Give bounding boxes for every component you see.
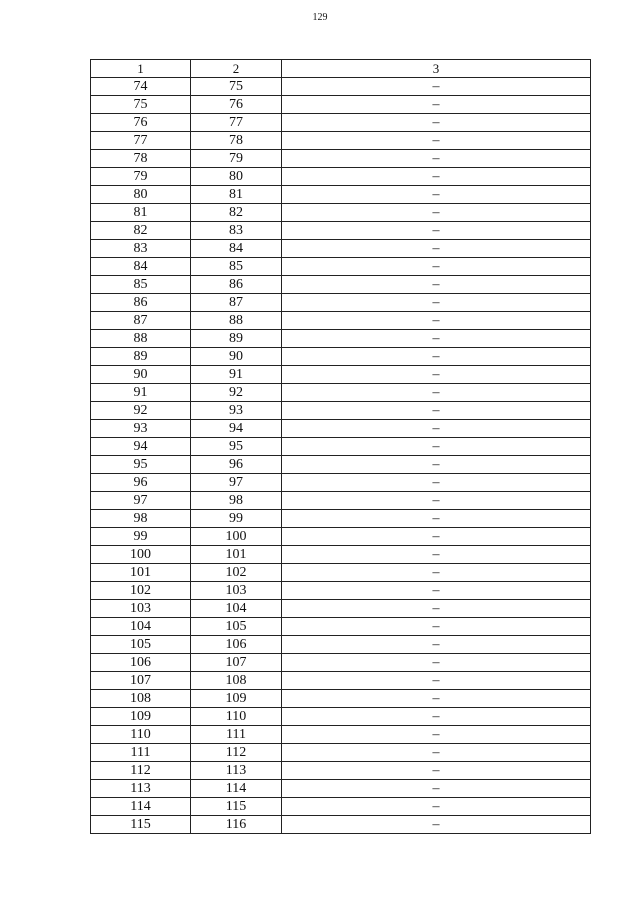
table-cell-col-2: 109 <box>191 690 282 708</box>
table-row <box>91 294 591 312</box>
table-row <box>91 726 591 744</box>
table-row <box>91 780 591 798</box>
table-cell-col-3: – <box>282 636 591 654</box>
table-cell-col-3: – <box>282 618 591 636</box>
table-cell-col-3: – <box>282 546 591 564</box>
table-cell-col-2: 113 <box>191 762 282 780</box>
table-row <box>91 420 591 438</box>
table-cell-col-3: – <box>282 816 591 834</box>
table-cell-col-1: 77 <box>91 132 191 150</box>
table-row <box>91 78 591 96</box>
table-row <box>91 150 591 168</box>
table-cell-col-2: 84 <box>191 240 282 258</box>
table-cell-col-1: 109 <box>91 708 191 726</box>
table-cell-col-1: 87 <box>91 312 191 330</box>
table-row <box>91 258 591 276</box>
table-cell-col-2: 81 <box>191 186 282 204</box>
table-cell-col-3: – <box>282 186 591 204</box>
table-cell-col-3: – <box>282 420 591 438</box>
table-cell-col-1: 103 <box>91 600 191 618</box>
table-cell-col-1: 92 <box>91 402 191 420</box>
table-cell-col-3: – <box>282 690 591 708</box>
table-cell-col-1: 94 <box>91 438 191 456</box>
table-cell-col-2: 99 <box>191 510 282 528</box>
table-cell-col-3: – <box>282 672 591 690</box>
table-row <box>91 402 591 420</box>
table-cell-col-3: – <box>282 564 591 582</box>
table-cell-col-3: – <box>282 726 591 744</box>
table-cell-col-3: – <box>282 366 591 384</box>
table-row <box>91 330 591 348</box>
table-cell-col-2: 92 <box>191 384 282 402</box>
table-row <box>91 708 591 726</box>
table-row <box>91 132 591 150</box>
table-cell-col-2: 78 <box>191 132 282 150</box>
table-cell-col-1: 76 <box>91 114 191 132</box>
table-cell-col-1: 82 <box>91 222 191 240</box>
table-cell-col-2: 86 <box>191 276 282 294</box>
table-row <box>91 438 591 456</box>
table-cell-col-3: – <box>282 510 591 528</box>
table-cell-col-3: – <box>282 708 591 726</box>
table-cell-col-1: 79 <box>91 168 191 186</box>
table-cell-col-1: 80 <box>91 186 191 204</box>
table-cell-col-2: 102 <box>191 564 282 582</box>
table-cell-col-3: – <box>282 798 591 816</box>
table-cell-col-2: 89 <box>191 330 282 348</box>
table-body <box>91 78 591 834</box>
table-row <box>91 510 591 528</box>
table-cell-col-2: 82 <box>191 204 282 222</box>
table-cell-col-3: – <box>282 492 591 510</box>
table-row <box>91 600 591 618</box>
data-table <box>90 59 591 834</box>
table-row <box>91 312 591 330</box>
table-row <box>91 186 591 204</box>
table-cell-col-2: 88 <box>191 312 282 330</box>
table-cell-col-2: 83 <box>191 222 282 240</box>
table-cell-col-3: – <box>282 312 591 330</box>
table-cell-col-1: 110 <box>91 726 191 744</box>
table-cell-col-3: – <box>282 132 591 150</box>
table-cell-col-3: – <box>282 150 591 168</box>
table-cell-col-3: – <box>282 114 591 132</box>
page-number: 129 <box>312 12 328 23</box>
table-cell-col-3: – <box>282 744 591 762</box>
table-cell-col-1: 75 <box>91 96 191 114</box>
table-cell-col-2: 77 <box>191 114 282 132</box>
table-cell-col-1: 105 <box>91 636 191 654</box>
table-cell-col-2: 103 <box>191 582 282 600</box>
table-cell-col-2: 106 <box>191 636 282 654</box>
table-cell-col-2: 115 <box>191 798 282 816</box>
table-cell-col-2: 108 <box>191 672 282 690</box>
table-cell-col-2: 116 <box>191 816 282 834</box>
table-cell-col-1: 115 <box>91 816 191 834</box>
table-row <box>91 384 591 402</box>
table-row <box>91 816 591 834</box>
header-row <box>91 60 591 78</box>
table-header <box>91 60 591 78</box>
table-cell-col-3: – <box>282 78 591 96</box>
table-cell-col-1: 113 <box>91 780 191 798</box>
table-row <box>91 240 591 258</box>
table-cell-col-2: 110 <box>191 708 282 726</box>
table-cell-col-2: 76 <box>191 96 282 114</box>
table-cell-col-1: 96 <box>91 474 191 492</box>
table-row <box>91 690 591 708</box>
table-cell-col-3: – <box>282 582 591 600</box>
table-row <box>91 456 591 474</box>
table-cell-col-1: 83 <box>91 240 191 258</box>
table-cell-col-2: 96 <box>191 456 282 474</box>
table-cell-col-3: – <box>282 294 591 312</box>
table-cell-col-1: 74 <box>91 78 191 96</box>
table-cell-col-1: 91 <box>91 384 191 402</box>
table-cell-col-3: – <box>282 456 591 474</box>
table-cell-col-1: 108 <box>91 690 191 708</box>
table-cell-col-1: 114 <box>91 798 191 816</box>
table-row <box>91 204 591 222</box>
table-cell-col-2: 90 <box>191 348 282 366</box>
table-cell-col-3: – <box>282 384 591 402</box>
table-row <box>91 582 591 600</box>
table-cell-col-1: 95 <box>91 456 191 474</box>
table-cell-col-2: 97 <box>191 474 282 492</box>
table-row <box>91 366 591 384</box>
table-cell-col-3: – <box>282 438 591 456</box>
table-cell-col-1: 111 <box>91 744 191 762</box>
table-row <box>91 618 591 636</box>
table-cell-col-1: 101 <box>91 564 191 582</box>
table-cell-col-3: – <box>282 402 591 420</box>
table-row <box>91 114 591 132</box>
table-cell-col-2: 100 <box>191 528 282 546</box>
table-cell-col-2: 105 <box>191 618 282 636</box>
table-cell-col-2: 75 <box>191 78 282 96</box>
table-cell-col-2: 94 <box>191 420 282 438</box>
column-header-3: 3 <box>282 60 591 78</box>
table-cell-col-1: 86 <box>91 294 191 312</box>
table-cell-col-1: 98 <box>91 510 191 528</box>
table-cell-col-1: 93 <box>91 420 191 438</box>
table-row <box>91 546 591 564</box>
table-cell-col-3: – <box>282 204 591 222</box>
table-row <box>91 474 591 492</box>
table-cell-col-1: 89 <box>91 348 191 366</box>
column-header-1: 1 <box>91 60 191 78</box>
table-cell-col-2: 104 <box>191 600 282 618</box>
table-cell-col-1: 84 <box>91 258 191 276</box>
table-cell-col-2: 85 <box>191 258 282 276</box>
table-cell-col-1: 85 <box>91 276 191 294</box>
table-row <box>91 744 591 762</box>
table-cell-col-3: – <box>282 600 591 618</box>
table-cell-col-1: 107 <box>91 672 191 690</box>
table-row <box>91 636 591 654</box>
table-cell-col-2: 111 <box>191 726 282 744</box>
table-cell-col-2: 101 <box>191 546 282 564</box>
table-cell-col-1: 102 <box>91 582 191 600</box>
table-row <box>91 762 591 780</box>
table-cell-col-3: – <box>282 258 591 276</box>
table-cell-col-1: 112 <box>91 762 191 780</box>
table-row <box>91 798 591 816</box>
table-cell-col-1: 106 <box>91 654 191 672</box>
column-header-2: 2 <box>191 60 282 78</box>
table-cell-col-3: – <box>282 168 591 186</box>
table-cell-col-2: 98 <box>191 492 282 510</box>
table-row <box>91 564 591 582</box>
table-cell-col-3: – <box>282 330 591 348</box>
table-cell-col-2: 87 <box>191 294 282 312</box>
table-cell-col-2: 107 <box>191 654 282 672</box>
table-cell-col-1: 100 <box>91 546 191 564</box>
table-row <box>91 672 591 690</box>
table-cell-col-1: 81 <box>91 204 191 222</box>
table-cell-col-3: – <box>282 222 591 240</box>
table-cell-col-3: – <box>282 780 591 798</box>
table-cell-col-2: 112 <box>191 744 282 762</box>
table-cell-col-2: 79 <box>191 150 282 168</box>
table-cell-col-2: 95 <box>191 438 282 456</box>
table-cell-col-2: 80 <box>191 168 282 186</box>
table-cell-col-3: – <box>282 240 591 258</box>
table-cell-col-1: 78 <box>91 150 191 168</box>
table-row <box>91 348 591 366</box>
table-cell-col-1: 88 <box>91 330 191 348</box>
table-cell-col-3: – <box>282 762 591 780</box>
table-cell-col-2: 114 <box>191 780 282 798</box>
table-row <box>91 96 591 114</box>
table-cell-col-3: – <box>282 528 591 546</box>
table-cell-col-2: 93 <box>191 402 282 420</box>
table-cell-col-1: 97 <box>91 492 191 510</box>
table-cell-col-3: – <box>282 474 591 492</box>
table-row <box>91 168 591 186</box>
table-row <box>91 654 591 672</box>
table-cell-col-3: – <box>282 654 591 672</box>
table-row <box>91 222 591 240</box>
table-row <box>91 492 591 510</box>
table-cell-col-3: – <box>282 276 591 294</box>
table-cell-col-1: 90 <box>91 366 191 384</box>
table-cell-col-1: 99 <box>91 528 191 546</box>
table-row <box>91 528 591 546</box>
table-cell-col-3: – <box>282 96 591 114</box>
table-cell-col-1: 104 <box>91 618 191 636</box>
table-cell-col-3: – <box>282 348 591 366</box>
table-cell-col-2: 91 <box>191 366 282 384</box>
table-row <box>91 276 591 294</box>
